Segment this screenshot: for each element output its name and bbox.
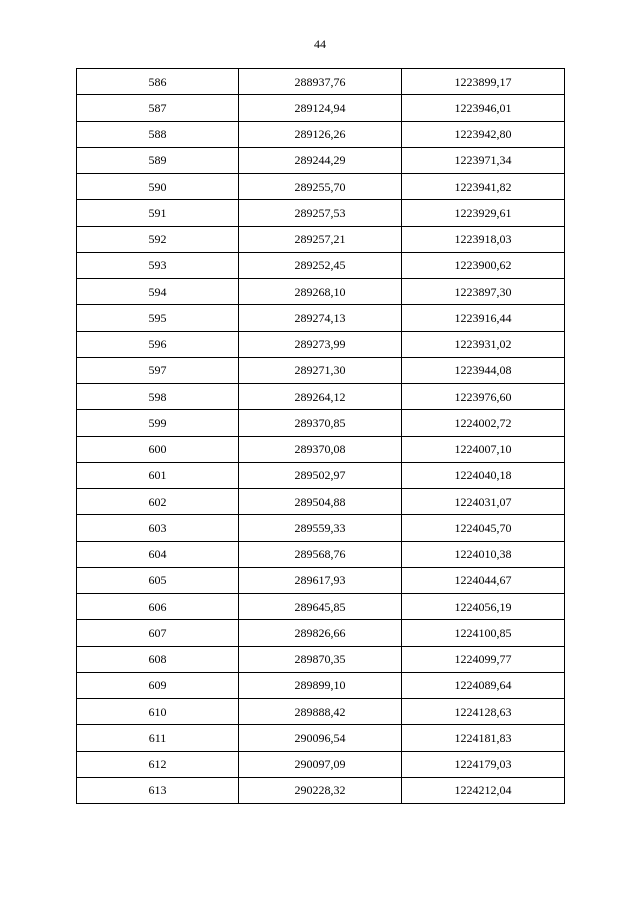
point-number-cell: 608 [77,646,239,672]
point-number-cell: 599 [77,410,239,436]
x-coordinate-cell: 289645,85 [239,594,402,620]
point-number-cell: 607 [77,620,239,646]
y-coordinate-cell: 1224045,70 [402,515,565,541]
y-coordinate-cell: 1224212,04 [402,777,565,803]
point-number-cell: 609 [77,672,239,698]
point-number-cell: 598 [77,384,239,410]
x-coordinate-cell: 289568,76 [239,541,402,567]
table-row [77,620,565,646]
y-coordinate-cell: 1224099,77 [402,646,565,672]
x-coordinate-cell: 289370,08 [239,436,402,462]
point-number-cell: 602 [77,489,239,515]
x-coordinate-cell: 289504,88 [239,489,402,515]
page-number: 44 [314,37,326,51]
point-number-cell: 610 [77,699,239,725]
table-row [77,436,565,462]
x-coordinate-cell: 289274,13 [239,305,402,331]
x-coordinate-cell: 289257,53 [239,200,402,226]
x-coordinate-cell: 289268,10 [239,279,402,305]
x-coordinate-cell: 288937,76 [239,69,402,95]
point-number-cell: 611 [77,725,239,751]
x-coordinate-cell: 289617,93 [239,567,402,593]
x-coordinate-cell: 289273,99 [239,331,402,357]
x-coordinate-cell: 289255,70 [239,174,402,200]
y-coordinate-cell: 1223941,82 [402,174,565,200]
point-number-cell: 612 [77,751,239,777]
point-number-cell: 588 [77,121,239,147]
point-number-cell: 597 [77,357,239,383]
y-coordinate-cell: 1223942,80 [402,121,565,147]
x-coordinate-cell: 289888,42 [239,699,402,725]
x-coordinate-cell: 289502,97 [239,462,402,488]
point-number-cell: 587 [77,95,239,121]
y-coordinate-cell: 1223918,03 [402,226,565,252]
table-row [77,174,565,200]
table-row [77,410,565,436]
y-coordinate-cell: 1223929,61 [402,200,565,226]
x-coordinate-cell: 289126,26 [239,121,402,147]
table-body [77,69,565,804]
y-coordinate-cell: 1224056,19 [402,594,565,620]
table-row [77,725,565,751]
table-row [77,384,565,410]
table-row [77,462,565,488]
x-coordinate-cell: 289559,33 [239,515,402,541]
point-number-cell: 589 [77,147,239,173]
x-coordinate-cell: 289244,29 [239,147,402,173]
y-coordinate-cell: 1223976,60 [402,384,565,410]
point-number-cell: 594 [77,279,239,305]
table-row [77,252,565,278]
x-coordinate-cell: 289264,12 [239,384,402,410]
table-row [77,69,565,95]
point-number-cell: 592 [77,226,239,252]
table-row [77,777,565,803]
y-coordinate-cell: 1224128,63 [402,699,565,725]
x-coordinate-cell: 290228,32 [239,777,402,803]
x-coordinate-cell: 289370,85 [239,410,402,436]
table-row [77,672,565,698]
y-coordinate-cell: 1224100,85 [402,620,565,646]
table-row [77,279,565,305]
point-number-cell: 593 [77,252,239,278]
point-number-cell: 613 [77,777,239,803]
y-coordinate-cell: 1224031,07 [402,489,565,515]
y-coordinate-cell: 1224040,18 [402,462,565,488]
table-row [77,305,565,331]
point-number-cell: 586 [77,69,239,95]
x-coordinate-cell: 289124,94 [239,95,402,121]
y-coordinate-cell: 1224181,83 [402,725,565,751]
y-coordinate-cell: 1223899,17 [402,69,565,95]
table-row [77,357,565,383]
table-row [77,489,565,515]
table-row [77,200,565,226]
x-coordinate-cell: 289257,21 [239,226,402,252]
point-number-cell: 606 [77,594,239,620]
table-row [77,226,565,252]
x-coordinate-cell: 290097,09 [239,751,402,777]
point-number-cell: 601 [77,462,239,488]
point-number-cell: 600 [77,436,239,462]
y-coordinate-cell: 1224010,38 [402,541,565,567]
table-row [77,95,565,121]
y-coordinate-cell: 1223946,01 [402,95,565,121]
y-coordinate-cell: 1223916,44 [402,305,565,331]
point-number-cell: 605 [77,567,239,593]
table-row [77,147,565,173]
coordinates-table [76,68,565,804]
x-coordinate-cell: 289252,45 [239,252,402,278]
table-row [77,646,565,672]
table-row [77,515,565,541]
y-coordinate-cell: 1224179,03 [402,751,565,777]
y-coordinate-cell: 1223971,34 [402,147,565,173]
y-coordinate-cell: 1224002,72 [402,410,565,436]
y-coordinate-cell: 1223931,02 [402,331,565,357]
y-coordinate-cell: 1224007,10 [402,436,565,462]
y-coordinate-cell: 1224044,67 [402,567,565,593]
x-coordinate-cell: 289826,66 [239,620,402,646]
point-number-cell: 596 [77,331,239,357]
point-number-cell: 604 [77,541,239,567]
point-number-cell: 603 [77,515,239,541]
point-number-cell: 595 [77,305,239,331]
table-row [77,541,565,567]
table-row [77,751,565,777]
y-coordinate-cell: 1223944,08 [402,357,565,383]
y-coordinate-cell: 1224089,64 [402,672,565,698]
x-coordinate-cell: 290096,54 [239,725,402,751]
y-coordinate-cell: 1223900,62 [402,252,565,278]
point-number-cell: 590 [77,174,239,200]
table-row [77,331,565,357]
x-coordinate-cell: 289271,30 [239,357,402,383]
y-coordinate-cell: 1223897,30 [402,279,565,305]
table-row [77,567,565,593]
table-row [77,594,565,620]
x-coordinate-cell: 289899,10 [239,672,402,698]
x-coordinate-cell: 289870,35 [239,646,402,672]
table-row [77,699,565,725]
point-number-cell: 591 [77,200,239,226]
table-row [77,121,565,147]
